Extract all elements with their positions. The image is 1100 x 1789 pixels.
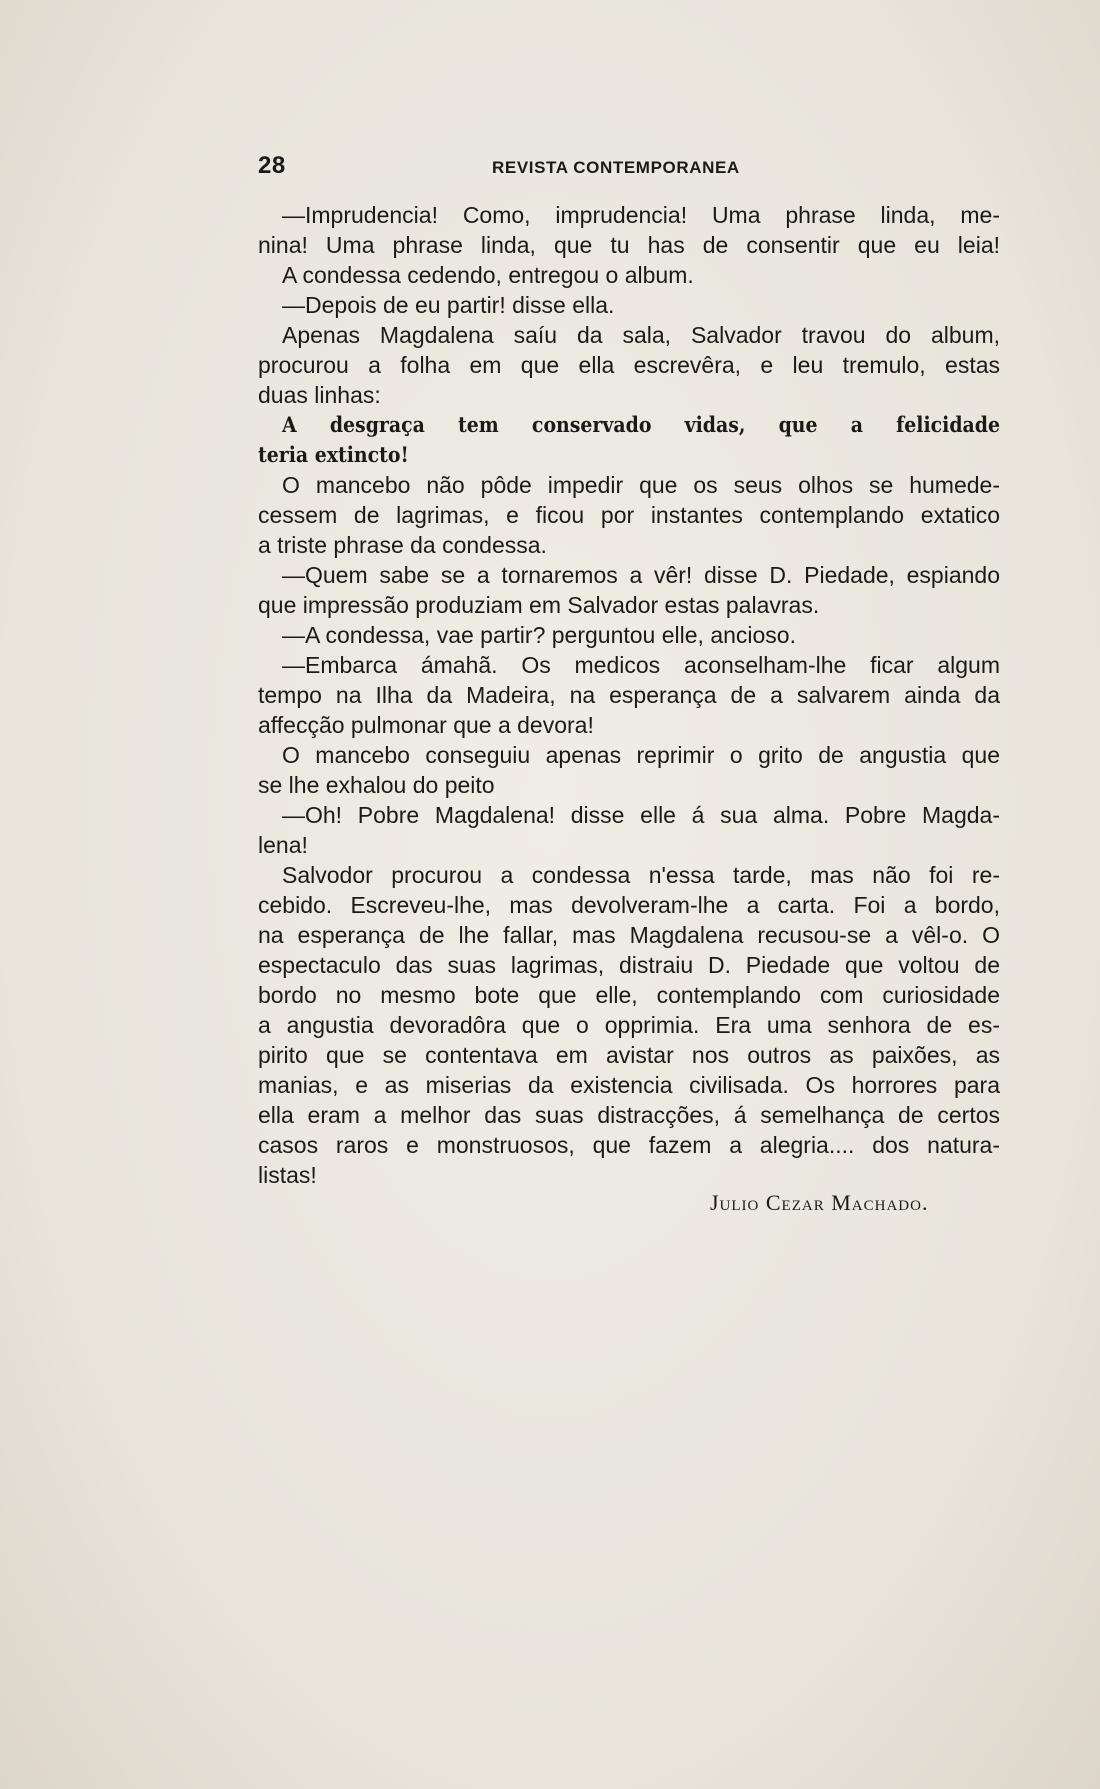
text-line: a triste phrase da condessa. <box>258 532 547 558</box>
text-line: Salvodor procurou a condessa n'essa tarde, mas não foi re- <box>282 862 1000 888</box>
text-line: —Embarca ámahã. Os medicos aconselham-lhe ficar algum <box>282 652 1000 678</box>
text-line: O mancebo conseguiu apenas reprimir o grito de angustia que <box>282 742 1000 768</box>
text-line: ella eram a melhor das suas distracções, á semelhança de certos <box>258 1102 1000 1128</box>
text-line: listas! <box>258 1162 317 1188</box>
text-line: duas linhas: <box>258 382 381 408</box>
text-line: O mancebo não pôde impedir que os seus olhos se humede- <box>282 472 1000 498</box>
text-line: se lhe exhalou do peito <box>258 772 495 798</box>
text-line: tempo na Ilha da Madeira, na esperança de a salvarem ainda da <box>258 682 1000 708</box>
text-line: a angustia devoradôra que o opprimia. Era uma senhora de es- <box>258 1012 1000 1038</box>
text-line: nina! Uma phrase linda, que tu has de consentir que eu leia! <box>258 232 1000 258</box>
text-line: Apenas Magdalena saíu da sala, Salvador travou do album, <box>282 322 1000 348</box>
page-header <box>258 152 998 188</box>
running-title: REVISTA CONTEMPORANEA <box>492 158 740 177</box>
text-line: que impressão produziam em Salvador estas palavras. <box>258 592 820 618</box>
text-line: espectaculo das suas lagrimas, distraiu D. Piedade que voltou de <box>258 952 1000 978</box>
text-line: affecção pulmonar que a devora! <box>258 712 594 738</box>
text-line: manias, e as miserias da existencia civilisada. Os horrores para <box>258 1072 1000 1098</box>
text-line: —Imprudencia! Como, imprudencia! Uma phrase linda, me- <box>282 202 1000 228</box>
text-line: A condessa cedendo, entregou o album. <box>282 262 694 288</box>
author-signature <box>710 1190 928 1216</box>
text-line: —A condessa, vae partir? perguntou elle, ancioso. <box>282 622 796 648</box>
quoted-phrase-line: teria extincto! <box>258 442 409 467</box>
page-number: 28 <box>258 152 286 179</box>
article-body <box>258 200 1000 1190</box>
text-line: procurou a folha em que ella escrevêra, e leu tremulo, estas <box>258 352 1000 378</box>
author-name: Julio Cezar Machado. <box>710 1190 929 1215</box>
text-line: na esperança de lhe fallar, mas Magdalena recusou-se a vêl-o. O <box>258 922 1000 948</box>
text-line: —Quem sabe se a tornaremos a vêr! disse D. Piedade, espiando <box>282 562 1000 588</box>
text-line: pirito que se contentava em avistar nos outros as paixões, as <box>258 1042 1000 1068</box>
text-line: cessem de lagrimas, e ficou por instantes contemplando extatico <box>258 502 1000 528</box>
text-line: —Oh! Pobre Magdalena! disse elle á sua alma. Pobre Magda- <box>282 802 1000 828</box>
text-line: casos raros e monstruosos, que fazem a alegria.... dos natura- <box>258 1132 1000 1158</box>
quoted-phrase-line: A desgraça tem conservado vidas, que a felicidade <box>282 412 1000 437</box>
text-line: lena! <box>258 832 308 858</box>
text-line: bordo no mesmo bote que elle, contemplando com curiosidade <box>258 982 1000 1008</box>
text-line: —Depois de eu partir! disse ella. <box>282 292 615 318</box>
text-line: cebido. Escreveu-lhe, mas devolveram-lhe a carta. Foi a bordo, <box>258 892 1000 918</box>
